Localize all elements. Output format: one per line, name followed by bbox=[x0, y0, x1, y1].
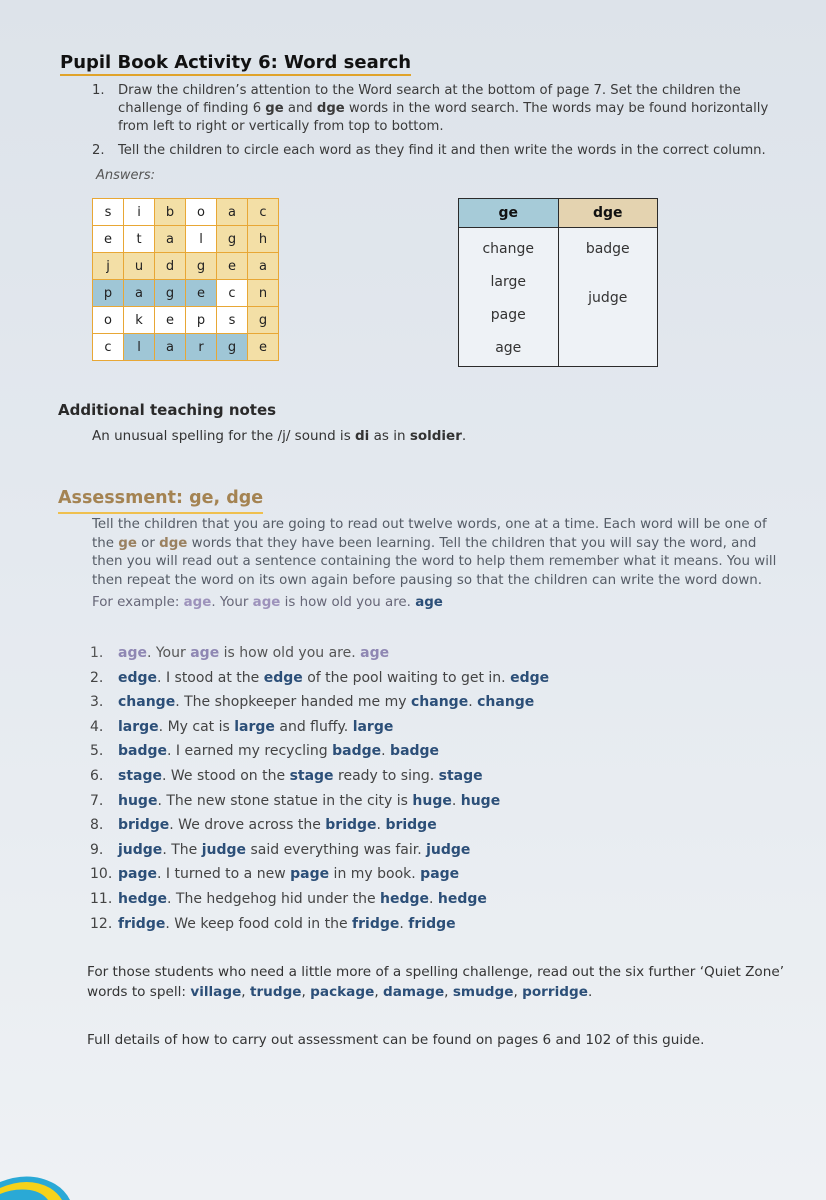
word-search-row bbox=[93, 226, 279, 253]
item-text: . I turned to a new bbox=[157, 866, 291, 883]
item-word: bridge bbox=[118, 817, 170, 834]
item-text: said everything was fair. bbox=[246, 841, 427, 858]
challenge-separator: , bbox=[241, 984, 250, 1000]
item-word-repeat: stage bbox=[438, 767, 483, 784]
word-search-row bbox=[93, 253, 279, 280]
item-number: 4. bbox=[90, 718, 104, 735]
item-text: . bbox=[376, 817, 386, 834]
item-text: . bbox=[381, 743, 391, 760]
item-word-in-sentence: age bbox=[190, 645, 220, 661]
ge-word: change bbox=[482, 241, 535, 257]
item-text: of the pool waiting to get in. bbox=[302, 669, 511, 686]
item-text: . bbox=[451, 792, 461, 809]
step-text: and bbox=[283, 101, 317, 116]
item-word-repeat: change bbox=[477, 694, 535, 711]
item-word: judge bbox=[118, 841, 163, 858]
item-text: . We drove across the bbox=[169, 817, 326, 834]
notes-bold-soldier: soldier bbox=[409, 428, 462, 444]
word-search-row bbox=[93, 199, 279, 226]
item-text: . We stood on the bbox=[162, 767, 290, 784]
item-number: 12. bbox=[90, 915, 113, 932]
assessment-item bbox=[90, 667, 549, 692]
word-search-letter: r bbox=[186, 334, 217, 361]
assessment-item bbox=[90, 765, 549, 790]
item-word-repeat: bridge bbox=[385, 817, 437, 834]
item-number: 10. bbox=[90, 866, 113, 883]
item-word: age bbox=[118, 645, 147, 661]
word-search-letter: j bbox=[93, 253, 124, 280]
intro-bold-dge: dge bbox=[159, 535, 188, 551]
word-search-letter: u bbox=[124, 253, 155, 280]
challenge-word: damage bbox=[382, 984, 445, 1000]
example-text: is how old you are. bbox=[280, 595, 416, 610]
challenge-paragraph bbox=[87, 962, 787, 1002]
item-word-repeat: fridge bbox=[408, 915, 456, 932]
word-search-letter: e bbox=[93, 226, 124, 253]
assessment-heading: Assessment: ge, dge bbox=[58, 488, 264, 508]
ge-word: age bbox=[495, 340, 522, 356]
assessment-item bbox=[90, 888, 549, 913]
item-word-in-sentence: stage bbox=[289, 767, 334, 784]
intro-text: or bbox=[136, 535, 160, 551]
intro-text: words that they have been learning. Tell the children that you will say the word, and then you will read out a sentence containing the word to help them remember what it means. You will then repeat the word on its own again before pausing so that the children can write the word down. bbox=[92, 535, 777, 588]
word-search-letter: g bbox=[155, 280, 186, 307]
example-word: age bbox=[415, 595, 443, 610]
assessment-item bbox=[90, 691, 549, 716]
example-text: . Your bbox=[211, 595, 253, 610]
full-details-text: Full details of how to carry out assessment can be found on pages 6 and 102 of this guide. bbox=[87, 1032, 705, 1048]
word-search-letter: a bbox=[155, 226, 186, 253]
word-search-letter: c bbox=[93, 334, 124, 361]
notes-heading: Additional teaching notes bbox=[58, 401, 277, 419]
step-1 bbox=[92, 82, 772, 136]
example-word: age bbox=[183, 595, 212, 610]
assessment-intro bbox=[92, 516, 782, 590]
notes-bold-di: di bbox=[355, 428, 370, 444]
item-word-repeat: judge bbox=[426, 841, 471, 858]
item-word: huge bbox=[118, 792, 158, 809]
word-search-letter: p bbox=[93, 280, 124, 307]
ge-word: page bbox=[490, 307, 526, 323]
item-word-repeat: page bbox=[420, 866, 460, 883]
item-text: . The hedgehog hid under the bbox=[167, 890, 381, 907]
notes-text-part: as in bbox=[369, 428, 410, 444]
item-word: large bbox=[118, 718, 159, 735]
ge-word: large bbox=[490, 274, 526, 290]
notes-text bbox=[92, 428, 466, 444]
item-number: 7. bbox=[90, 792, 104, 809]
assessment-item bbox=[90, 716, 549, 741]
item-number: 2. bbox=[90, 669, 104, 686]
word-search-letter: c bbox=[217, 280, 248, 307]
step-text: words in the word search. The words may be found horizontally from left to right or vertically from top to bottom. bbox=[118, 101, 769, 134]
item-text: . The new stone statue in the city is bbox=[157, 792, 413, 809]
item-text: and fluffy. bbox=[274, 718, 353, 735]
assessment-example bbox=[92, 595, 443, 610]
word-search-letter: d bbox=[155, 253, 186, 280]
item-word-in-sentence: edge bbox=[263, 669, 303, 686]
example-label: For example: bbox=[92, 595, 184, 610]
item-word-repeat: hedge bbox=[437, 890, 487, 907]
item-word-repeat: huge bbox=[460, 792, 501, 809]
item-text: . bbox=[468, 694, 478, 711]
item-word-in-sentence: bridge bbox=[325, 817, 377, 834]
assessment-item bbox=[90, 863, 549, 888]
assessment-item bbox=[90, 740, 549, 765]
item-text: . I earned my recycling bbox=[167, 743, 333, 760]
decorative-swoosh bbox=[0, 1170, 140, 1200]
ge-column bbox=[459, 228, 559, 367]
challenge-word: village bbox=[190, 984, 242, 1000]
word-search-letter: g bbox=[217, 226, 248, 253]
item-word-repeat: age bbox=[360, 645, 390, 661]
item-text: . Your bbox=[146, 645, 191, 661]
word-search-letter: k bbox=[124, 307, 155, 334]
answer-columns-table bbox=[458, 198, 658, 367]
step-text: Tell the children to circle each word as they find it and then write the words in the correct column. bbox=[118, 143, 766, 158]
challenge-word: porridge bbox=[522, 984, 588, 1000]
challenge-text: For those students who need a little more of a spelling challenge, read out the six further ‘Quiet Zone’ words to spell: bbox=[87, 964, 785, 1000]
word-search-row bbox=[93, 334, 279, 361]
word-search-letter: a bbox=[248, 253, 279, 280]
answers-label: Answers: bbox=[96, 168, 156, 183]
word-search-letter: e bbox=[248, 334, 279, 361]
word-search-letter: o bbox=[186, 199, 217, 226]
dge-word: badge bbox=[585, 241, 630, 257]
item-text: . The bbox=[162, 841, 202, 858]
word-search-letter: i bbox=[124, 199, 155, 226]
word-search-letter: a bbox=[217, 199, 248, 226]
notes-text-part: An unusual spelling for the /j/ sound is bbox=[92, 428, 356, 444]
step-text: Draw the children’s attention to the Word search at the bottom of page 7. Set the children the challenge of finding 6 bbox=[118, 83, 741, 116]
item-text: is how old you are. bbox=[219, 645, 361, 661]
word-search-letter: g bbox=[248, 307, 279, 334]
word-search-letter: t bbox=[124, 226, 155, 253]
item-word: edge bbox=[118, 669, 158, 686]
step-bold-ge: ge bbox=[265, 101, 284, 116]
assessment-item bbox=[90, 814, 549, 839]
word-search-letter: e bbox=[186, 280, 217, 307]
word-search-letter: n bbox=[248, 280, 279, 307]
item-word: change bbox=[118, 694, 176, 711]
item-word: fridge bbox=[118, 915, 166, 932]
challenge-separator: , bbox=[374, 984, 383, 1000]
item-number: 11. bbox=[90, 890, 113, 907]
word-search-letter: e bbox=[155, 307, 186, 334]
assessment-item bbox=[90, 913, 549, 938]
dge-word: judge bbox=[588, 290, 628, 306]
column-header-dge: dge bbox=[558, 199, 658, 228]
word-search-letter: b bbox=[155, 199, 186, 226]
challenge-word: trudge bbox=[249, 984, 302, 1000]
challenge-separator: , bbox=[301, 984, 311, 1000]
item-text: . bbox=[429, 890, 438, 907]
item-number: 8. bbox=[90, 817, 104, 834]
word-search-letter: a bbox=[155, 334, 186, 361]
item-text: . I stood at the bbox=[157, 669, 264, 686]
item-word: stage bbox=[118, 767, 162, 784]
item-word-in-sentence: page bbox=[290, 866, 330, 883]
assessment-underline bbox=[58, 512, 263, 514]
item-text: . bbox=[399, 915, 409, 932]
item-number: 6. bbox=[90, 767, 104, 784]
word-search-letter: g bbox=[217, 334, 248, 361]
assessment-item bbox=[90, 790, 549, 815]
column-header-ge: ge bbox=[459, 199, 559, 228]
step-number: 2. bbox=[92, 143, 105, 158]
item-word-in-sentence: badge bbox=[332, 743, 382, 760]
step-bold-dge: dge bbox=[316, 101, 345, 116]
item-word: hedge bbox=[118, 890, 167, 907]
item-word-repeat: large bbox=[352, 718, 394, 735]
word-search-letter: e bbox=[217, 253, 248, 280]
item-text: . My cat is bbox=[158, 718, 235, 735]
intro-bold-ge: ge bbox=[118, 535, 137, 551]
item-number: 1. bbox=[90, 645, 104, 661]
challenge-separator: . bbox=[587, 984, 593, 1000]
word-search-letter: s bbox=[93, 199, 124, 226]
word-search-grid bbox=[92, 198, 279, 361]
item-word-in-sentence: huge bbox=[412, 792, 452, 809]
item-word: badge bbox=[118, 743, 168, 760]
item-number: 5. bbox=[90, 743, 104, 760]
item-text: ready to sing. bbox=[333, 767, 439, 784]
item-word-in-sentence: large bbox=[234, 718, 275, 735]
intro-text: Tell the children that you are going to read out twelve words, one at a time. Each word will be one of the bbox=[92, 517, 767, 551]
word-search-letter: h bbox=[248, 226, 279, 253]
assessment-word-list bbox=[90, 642, 549, 937]
dge-column bbox=[558, 228, 658, 367]
word-search-row bbox=[93, 307, 279, 334]
assessment-item bbox=[90, 839, 549, 864]
word-search-letter: l bbox=[124, 334, 155, 361]
item-word: page bbox=[118, 866, 157, 883]
word-search-row bbox=[93, 280, 279, 307]
item-number: 9. bbox=[90, 841, 104, 858]
activity-heading: Pupil Book Activity 6: Word search bbox=[60, 52, 411, 76]
word-search-letter: o bbox=[93, 307, 124, 334]
challenge-word: package bbox=[310, 984, 375, 1000]
word-search-letter: g bbox=[186, 253, 217, 280]
item-word-in-sentence: hedge bbox=[380, 890, 430, 907]
item-word-in-sentence: change bbox=[411, 694, 469, 711]
challenge-separator: , bbox=[444, 984, 453, 1000]
word-search-letter: a bbox=[124, 280, 155, 307]
item-word-repeat: edge bbox=[510, 669, 550, 686]
challenge-word: smudge bbox=[452, 984, 514, 1000]
step-2 bbox=[92, 142, 772, 160]
assessment-item bbox=[90, 642, 549, 667]
notes-text-part: . bbox=[461, 428, 467, 444]
item-text: . The shopkeeper handed me my bbox=[175, 694, 411, 711]
activity-steps bbox=[92, 82, 772, 166]
word-search-letter: s bbox=[217, 307, 248, 334]
item-number: 3. bbox=[90, 694, 104, 711]
word-search-letter: p bbox=[186, 307, 217, 334]
step-number: 1. bbox=[92, 83, 105, 98]
example-word: age bbox=[252, 595, 281, 610]
item-word-in-sentence: fridge bbox=[352, 915, 400, 932]
item-word-in-sentence: judge bbox=[201, 841, 247, 858]
item-word-repeat: badge bbox=[390, 743, 440, 760]
word-search-letter: c bbox=[248, 199, 279, 226]
challenge-separator: , bbox=[513, 984, 523, 1000]
item-text: in my book. bbox=[329, 866, 421, 883]
word-search-letter: l bbox=[186, 226, 217, 253]
item-text: . We keep food cold in the bbox=[165, 915, 353, 932]
